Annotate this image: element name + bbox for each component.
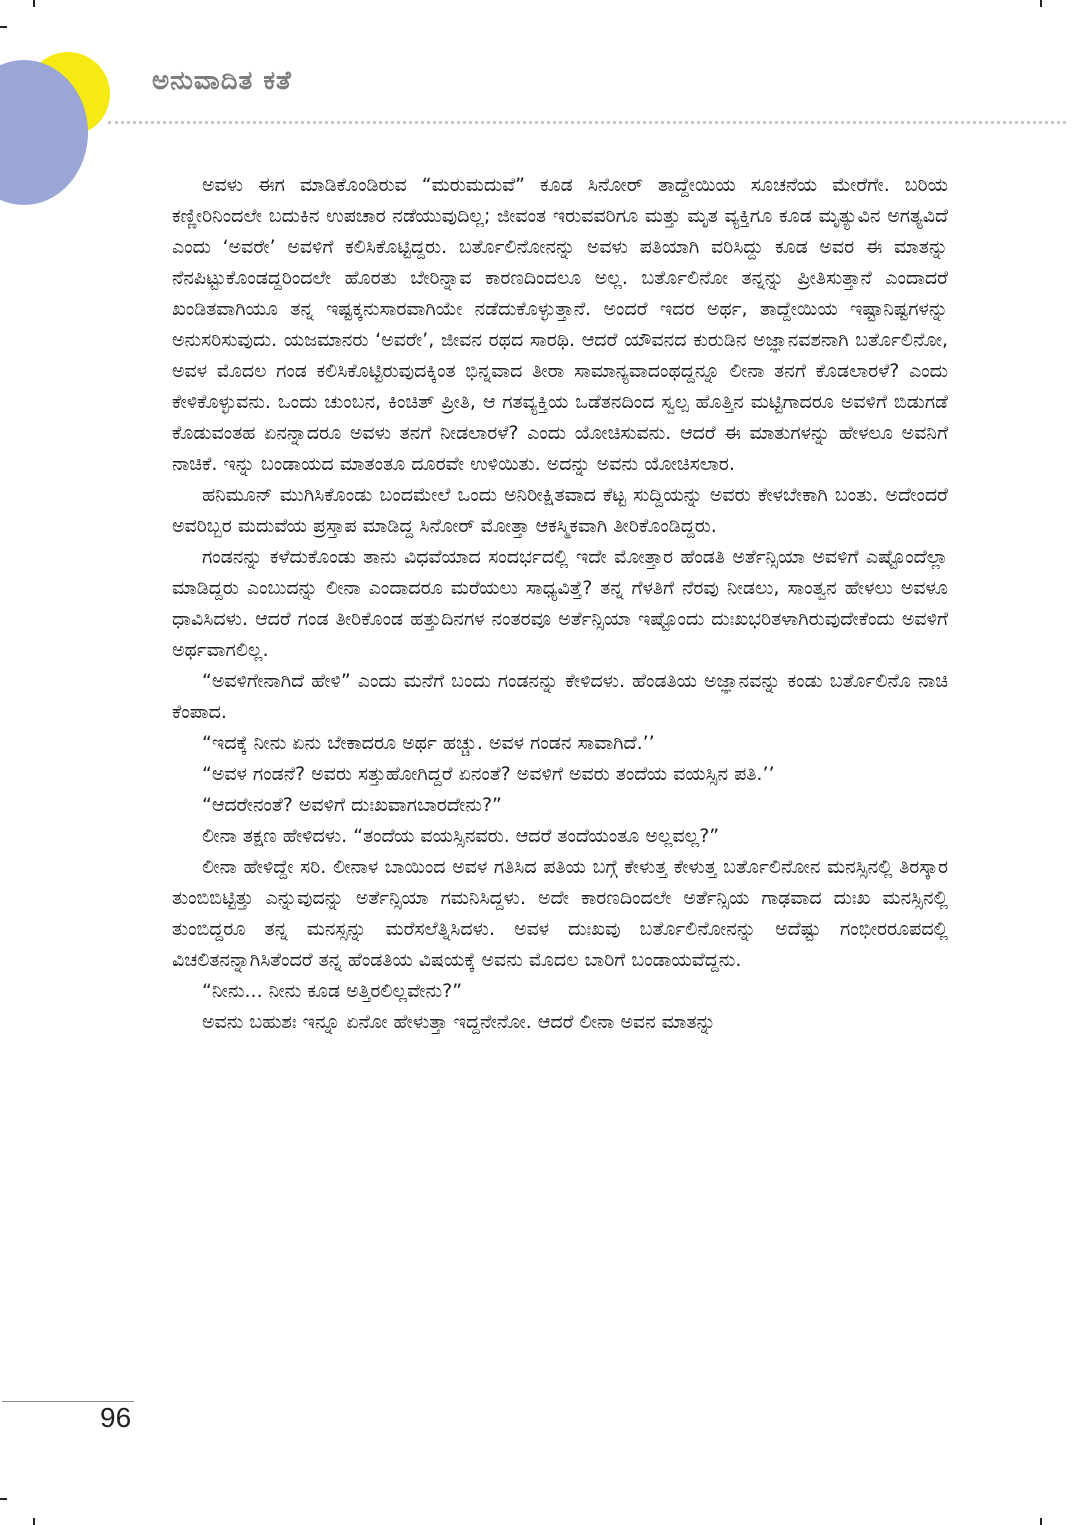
paragraph: ಲೀನಾ ತಕ್ಷಣ ಹೇಳಿದಳು. “ತಂದೆಯ ವಯಸ್ಸಿನವರು. ಆದರೆ ತಂದೆಯಂತೂ ಅಲ್ಲವಲ್ಲ?”: [202, 825, 720, 847]
paragraph: “ಅವಳ ಗಂಡನೆ? ಅವರು ಸತ್ತುಹೋಗಿದ್ದರೆ ಏನಂತೆ? ಅವಳಿಗೆ ಅವರು ತಂದೆಯ ವಯಸ್ಸಿನ ಪತಿ.’’: [202, 763, 775, 785]
crop-mark-bottom-right: [1040, 1518, 1042, 1525]
paragraph: ಅವನು ಬಹುಶಃ ಇನ್ನೂ ಏನೋ ಹೇಳುತ್ತಾ ಇದ್ದನೇನೋ. ಆದರೆ ಲೀನಾ ಅವನ ಮಾತನ್ನು: [202, 1011, 716, 1033]
paragraph: “ಆದರೇನಂತೆ? ಅವಳಿಗೆ ದುಃಖವಾಗಬಾರದೇನು?”: [202, 794, 502, 816]
page-number: 96: [100, 1402, 132, 1433]
paragraph: “ಅವಳಿಗೇನಾಗಿದೆ ಹೇಳಿ” ಎಂದು ಮನೆಗೆ ಬಂದು ಗಂಡನನ್ನು ಕೇಳಿದಳು. ಹೆಂಡತಿಯ ಅಜ್ಞಾನವನ್ನು ಕಂಡು ಬರ್ತೊಲಿನೊ ನಾಚಿ ಕೆಂಪಾದ.: [172, 670, 948, 723]
paragraph: ಅವಳು ಈಗ ಮಾಡಿಕೊಂಡಿರುವ “ಮರುಮದುವೆ” ಕೂಡ ಸಿನೋರ್ ತಾದ್ದೇಯಿಯ ಸೂಚನೆಯ ಮೇರೆಗೇ. ಬರಿಯ ಕಣ್ಣೀರಿನಿಂದಲೇ ಬದುಕಿನ ಉಪಚಾರ ನಡೆಯುವುದಿಲ್ಲ; ಜೀವಂತ ಇರುವವರಿಗೂ ಮತ್ತು ಮೃತ ವ್ಯಕ್ತಿಗೂ ಕೂಡ ಮೃತ್ಯುವಿನ ಅಗತ್ಯವಿದೆ ಎಂದು ‘ಅವರೇ’ ಅವಳಿಗೆ ಕಲಿಸಿಕೊಟ್ಟಿದ್ದರು. ಬರ್ತೊಲಿನೋನನ್ನು ಅವಳು ಪತಿಯಾಗಿ ವರಿಸಿದ್ದು ಕೂಡ ಅವರ ಈ ಮಾತನ್ನು ನೆನಪಿಟ್ಟುಕೊಂಡದ್ದರಿಂದಲೇ ಹೊರತು ಬೇರಿನ್ನಾವ ಕಾರಣದಿಂದಲೂ ಅಲ್ಲ. ಬರ್ತೊಲಿನೋ ತನ್ನನ್ನು ಪ್ರೀತಿಸುತ್ತಾನೆ ಎಂದಾದರೆ ಖಂಡಿತವಾಗಿಯೂ ತನ್ನ ಇಷ್ಟಕ್ಕನುಸಾರವಾಗಿಯೇ ನಡೆದುಕೊಳ್ಳುತ್ತಾನೆ. ಅಂದರೆ ಇದರ ಅರ್ಥ, ತಾದ್ದೇಯಿಯ ಇಷ್ಟಾನಿಷ್ಟಗಳನ್ನು ಅನುಸರಿಸುವುದು. ಯಜಮಾನರು ‘ಅವರೇ’, ಜೀವನ ರಥದ ಸಾರಥಿ. ಆದರೆ ಯೌವನದ ಕುರುಡಿನ ಅಜ್ಞಾನವಶನಾಗಿ ಬರ್ತೊಲಿನೋ, ಅವಳ ಮೊದಲ ಗಂಡ ಕಲಿಸಿಕೊಟ್ಟಿರುವುದಕ್ಕಿಂತ ಭಿನ್ನವಾದ ತೀರಾ ಸಾಮಾನ್ಯವಾದಂಥದ್ದನ್ನೂ ಲೀನಾ ತನಗೆ ಕೊಡಲಾರಳೆ? ಎಂದು ಕೇಳಿಕೊಳ್ಳುವನು. ಒಂದು ಚುಂಬನ, ಕಿಂಚಿತ್ ಪ್ರೀತಿ, ಆ ಗತವ್ಯಕ್ತಿಯ ಒಡೆತನದಿಂದ ಸ್ವಲ್ಪ ಹೊತ್ತಿನ ಮಟ್ಟಿಗಾದರೂ ಅವಳಿಗೆ ಬಿಡುಗಡೆ ಕೊಡುವಂತಹ ಏನನ್ನಾದರೂ ಅವಳು ತನಗೆ ನೀಡಲಾರಳೆ? ಎಂದು ಯೋಚಿಸುವನು. ಆದರೆ ಈ ಮಾತುಗಳನ್ನು ಹೇಳಲೂ ಅವನಿಗೆ ನಾಚಿಕೆ. ಇನ್ನು ಬಂಡಾಯದ ಮಾತಂತೂ ದೂರವೇ ಉಳಿಯಿತು. ಅದನ್ನು ಅವನು ಯೋಚಿಸಲಾರ.: [172, 174, 948, 475]
paragraph: ಗಂಡನನ್ನು ಕಳೆದುಕೊಂಡು ತಾನು ವಿಧವೆಯಾದ ಸಂದರ್ಭದಲ್ಲಿ ಇದೇ ಮೋತ್ತಾರ ಹೆಂಡತಿ ಅರ್ತೆನ್ಸಿಯಾ ಅವಳಿಗೆ ಎಷ್ಟೊಂದೆಲ್ಲಾ ಮಾಡಿದ್ದರು ಎಂಬುದನ್ನು ಲೀನಾ ಎಂದಾದರೂ ಮರೆಯಲು ಸಾಧ್ಯವಿತ್ತೆ? ತನ್ನ ಗೆಳತಿಗೆ ನೆರವು ನೀಡಲು, ಸಾಂತ್ವನ ಹೇಳಲು ಅವಳೂ ಧಾವಿಸಿದಳು. ಆದರೆ ಗಂಡ ತೀರಿಕೊಂಡ ಹತ್ತುದಿನಗಳ ನಂತರವೂ ಅರ್ತೆನ್ಸಿಯಾ ಇಷ್ಟೊಂದು ದುಃಖಭರಿತಳಾಗಿರುವುದೇಕೆಂದು ಅವಳಿಗೆ ಅರ್ಥವಾಗಲಿಲ್ಲ.: [172, 546, 948, 661]
crop-mark-left-bottom: [0, 1498, 7, 1500]
header-dotted-divider: [108, 121, 1066, 124]
paragraph: ಹನಿಮೂನ್ ಮುಗಿಸಿಕೊಂಡು ಬಂದಮೇಲೆ ಒಂದು ಅನಿರೀಕ್ಷಿತವಾದ ಕೆಟ್ಟ ಸುದ್ದಿಯನ್ನು ಅವರು ಕೇಳಬೇಕಾಗಿ ಬಂತು. ಅದೇಂದರೆ ಅವರಿಬ್ಬರ ಮದುವೆಯ ಪ್ರಸ್ತಾಪ ಮಾಡಿದ್ದ ಸಿನೋರ್ ಮೋತ್ತಾ ಆಕಸ್ಮಿಕವಾಗಿ ತೀರಿಕೊಂಡಿದ್ದರು.: [172, 484, 948, 537]
crop-mark-top-right: [1040, 0, 1042, 7]
crop-mark-bottom-left: [33, 1518, 35, 1525]
paragraph: ಲೀನಾ ಹೇಳಿದ್ದೇ ಸರಿ. ಲೀನಾಳ ಬಾಯಿಂದ ಅವಳ ಗತಿಸಿದ ಪತಿಯ ಬಗ್ಗೆ ಕೇಳುತ್ತ ಕೇಳುತ್ತ ಬರ್ತೊಲಿನೋನ ಮನಸ್ಸಿನಲ್ಲಿ ತಿರಸ್ಕಾರ ತುಂಬಿಬಿಟ್ಟಿತ್ತು ಎನ್ನುವುದನ್ನು ಅರ್ತೆನ್ಸಿಯಾ ಗಮನಿಸಿದ್ದಳು. ಅದೇ ಕಾರಣದಿಂದಲೇ ಅರ್ತೆನ್ಸಿಯ ಗಾಢವಾದ ದುಃಖ ಮನಸ್ಸಿನಲ್ಲಿ ತುಂಬಿದ್ದರೂ ತನ್ನ ಮನಸ್ಸನ್ನು ಮರೆಸಲೆತ್ನಿಸಿದಳು. ಅವಳ ದುಃಖವು ಬರ್ತೊಲಿನೋನನ್ನು ಅದೆಷ್ಟು ಗಂಭೀರರೂಪದಲ್ಲಿ ವಿಚಲಿತನನ್ನಾಗಿಸಿತೆಂದರೆ ತನ್ನ ಹೆಂಡತಿಯ ವಿಷಯಕ್ಕೆ ಅವನು ಮೊದಲ ಬಾರಿಗೆ ಬಂಡಾಯವೆದ್ದನು.: [172, 856, 948, 971]
story-body: [172, 170, 948, 1038]
paragraph: “ನೀನು... ನೀನು ಕೂಡ ಅತ್ತಿರಲಿಲ್ಲವೇನು?”: [202, 980, 463, 1002]
paragraph: “ಇದಕ್ಕೆ ನೀನು ಏನು ಬೇಕಾದರೂ ಅರ್ಥ ಹಚ್ಚು. ಅವಳ ಗಂಡನ ಸಾವಾಗಿದೆ.’’: [202, 732, 655, 754]
crop-mark-left-top: [0, 26, 7, 28]
section-title: ಅನುವಾದಿತ ಕತೆ: [152, 66, 292, 96]
crop-mark-top-left: [33, 0, 35, 7]
